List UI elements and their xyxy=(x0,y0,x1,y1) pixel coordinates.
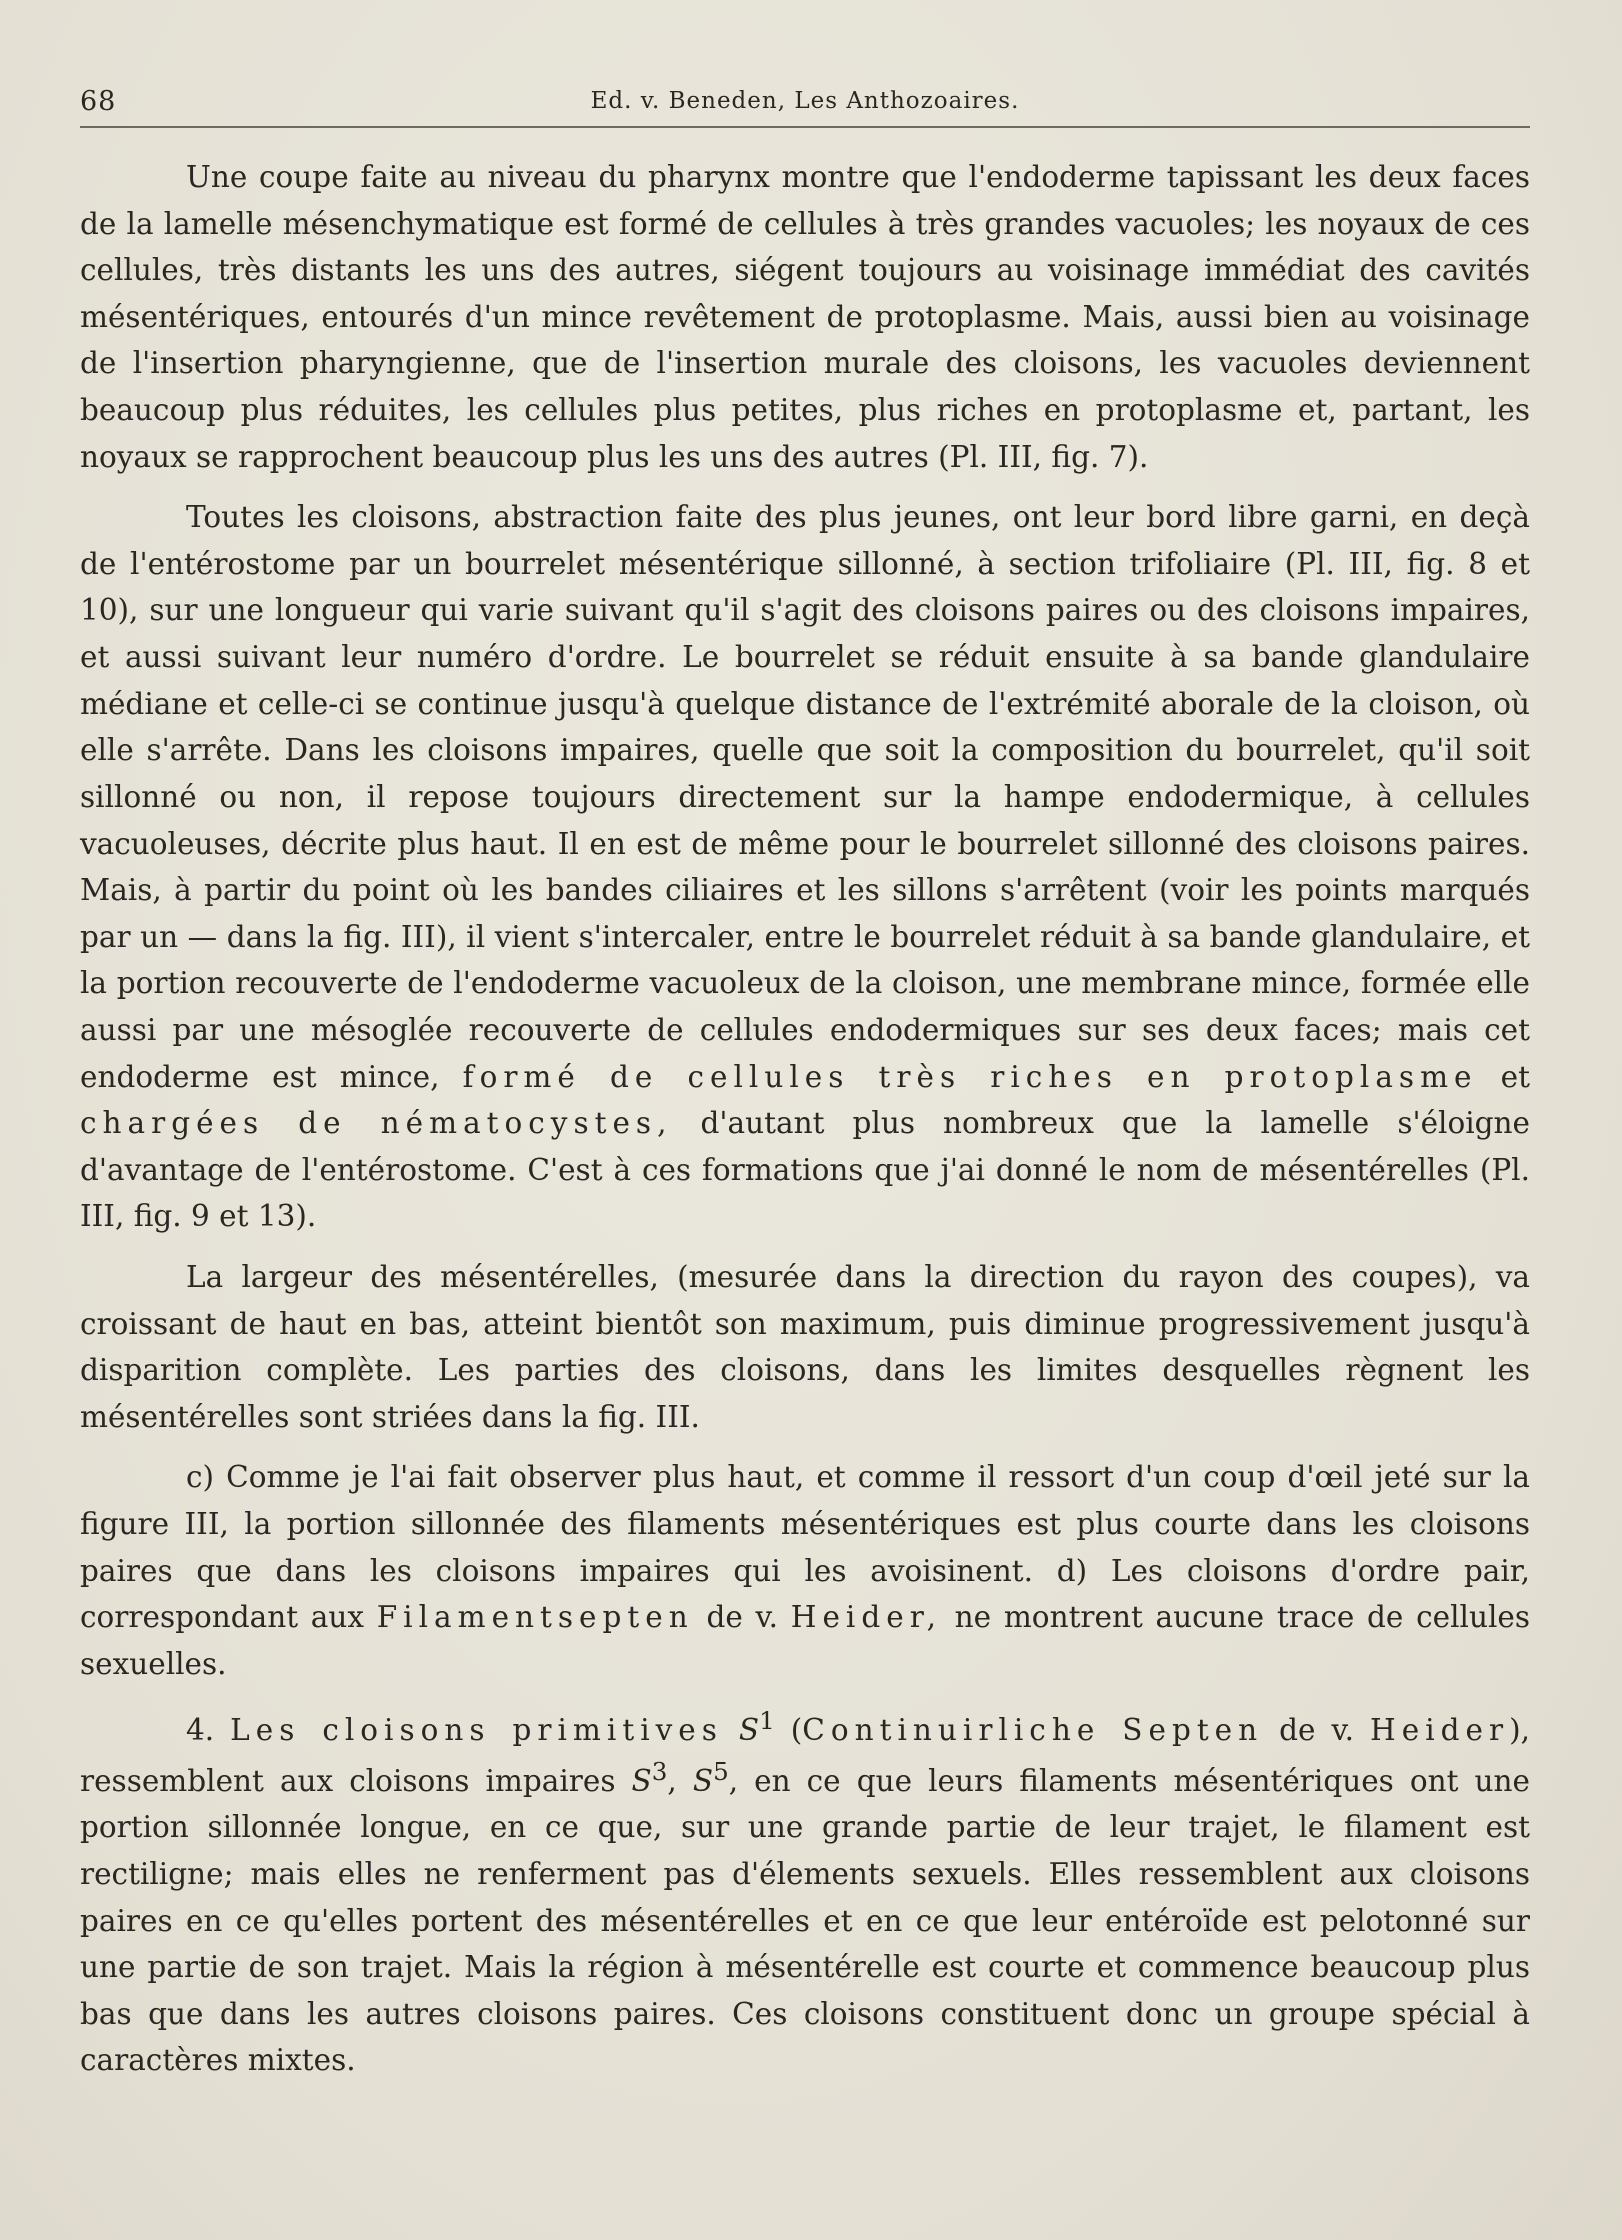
paragraph-4 xyxy=(80,1454,1530,1687)
paren-open: ( xyxy=(790,1712,803,1747)
page-header xyxy=(80,86,1530,128)
symbol-sup: 1 xyxy=(759,1705,775,1735)
body-text xyxy=(80,154,1530,2098)
paragraph-5-de: de v. xyxy=(1279,1712,1355,1747)
paragraph-1: Une coupe faite au niveau du pharynx montre que l'endoderme tapissant les deux faces de la lamelle mésenchymatique est formé de cellules à très grandes vacuoles; les noyaux de ces cellules, très distants les uns des autres, siégent toujours au voisinage immédiat des cavités mésentériques, entourés d'un mince revêtement de protoplasme. Mais, aussi bien au voisinage de l'insertion pharyngienne, que de l'insertion murale des cloisons, les vacuoles deviennent beaucoup plus réduites, les cellules plus petites, plus riches en protoplasme et, partant, les noyaux se rapprochent beaucoup plus les uns des autres (Pl. III, fig. 7). xyxy=(80,160,1530,474)
paragraph-2-end: d'autant plus nombreux que la lamelle s'éloigne d'avantage de l'entérostome. C'est à ces formations que j'ai donné le nom de mésentérelles (Pl. III, fig. 9 et 13). xyxy=(80,1106,1530,1234)
paragraph-4-end: ne montrent aucune trace de cellules sexuelles. xyxy=(80,1600,1530,1681)
paragraph-2 xyxy=(80,494,1530,1240)
paragraph-3: La largeur des mésentérelles, (mesurée dans la direction du rayon des coupes), va croissant de haut en bas, atteint bientôt son maximum, puis diminue progressivement jusqu'à disparition complète. Les parties des cloisons, dans les limites desquelles règnent les mésentérelles sont striées dans la fig. III. xyxy=(80,1260,1530,1434)
spaced-emphasis: Heider xyxy=(1370,1712,1510,1747)
spaced-emphasis: Continuirliche Septen xyxy=(802,1712,1264,1747)
paragraph-4-start: c) Comme je l'ai fait observer plus haut, et comme il ressort d'un coup d'œil jeté sur la figure III, la portion sillonnée des filaments mésentériques est plus courte dans les cloisons paires que dans les cloisons impaires qui les avoisinent. d) Les cloisons d'ordre pair, correspondant aux xyxy=(80,1460,1530,1635)
page-number: 68 xyxy=(80,86,117,117)
paragraph-5-end: , en ce que leurs filaments mésentériques ont une portion sillonnée longue, en ce que, sur une grande partie de leur trajet, le filament est rectiligne; mais elles ne renferment pas d'élements sexuels. Elles ressemblent aux cloisons paires en ce qu'elles portent des mésentérelles et en ce que leur entéroïde est pelotonné sur une partie de son trajet. Mais la région à mésentérelle est courte et commence beaucoup plus bas que dans les autres cloisons paires. Ces cloisons constituent donc un groupe spécial à caractères mixtes. xyxy=(80,1763,1530,2078)
running-head: Ed. v. Beneden, Les Anthozoaires. xyxy=(590,88,1020,114)
paragraph-5 xyxy=(80,1702,1530,2085)
symbol-s: S xyxy=(692,1763,714,1798)
paragraph-2-text: Toutes les cloisons, abstraction faite des plus jeunes, ont leur bord libre garni, en deçà de l'entérostome par un bourrelet mésentérique sillonné, à section trifoliaire (Pl. III, fig. 8 et 10), sur une longueur qui varie suivant qu'il s'agit des cloisons paires ou des cloisons impaires, et aussi suivant leur numéro d'ordre. Le bourrelet se réduit ensuite à sa bande glandulaire médiane et celle-ci se continue jusqu'à quelque distance de l'extrémité aborale de la cloison, où elle s'arrête. Dans les cloisons impaires, quelle que soit la composition du bourrelet, qu'il soit sillonné ou non, il repose toujours directement sur la hampe endodermique, à cellules vacuoleuses, décrite plus haut. Il en est de même pour le bourrelet sillonné des cloisons paires. Mais, à partir du point où les bandes ciliaires et les sillons s'arrêtent (voir les points marqués par un — dans la fig. III), il vient s'intercaler, entre le bourrelet réduit à sa bande glandulaire, et la portion recouverte de l'endoderme vacuoleux de la cloison, une membrane mince, formée elle aussi par une mésoglée recouverte de cellules endodermiques sur ses deux faces; mais cet endoderme est mince, xyxy=(80,500,1530,1094)
spaced-emphasis: Filamentsepten xyxy=(376,1600,694,1635)
paragraph-2-mid: et xyxy=(1500,1059,1530,1094)
symbol-s: S xyxy=(631,1763,652,1798)
symbol-sup: 3 xyxy=(651,1756,668,1786)
spaced-emphasis: Heider, xyxy=(790,1600,942,1635)
section-number: 4. xyxy=(186,1712,215,1747)
spaced-emphasis: chargées de nématocystes, xyxy=(80,1106,673,1141)
spaced-emphasis: Les cloisons primitives xyxy=(230,1712,723,1747)
paragraph-5-a: ), ressemblent aux cloisons impaires xyxy=(80,1712,1530,1798)
symbol-s: S xyxy=(738,1712,760,1747)
paragraph-4-mid: de v. xyxy=(706,1600,779,1635)
comma: , xyxy=(667,1763,677,1798)
symbol-sup: 5 xyxy=(713,1756,729,1786)
spaced-emphasis: formé de cellules très riches en protoplasme xyxy=(462,1059,1478,1094)
